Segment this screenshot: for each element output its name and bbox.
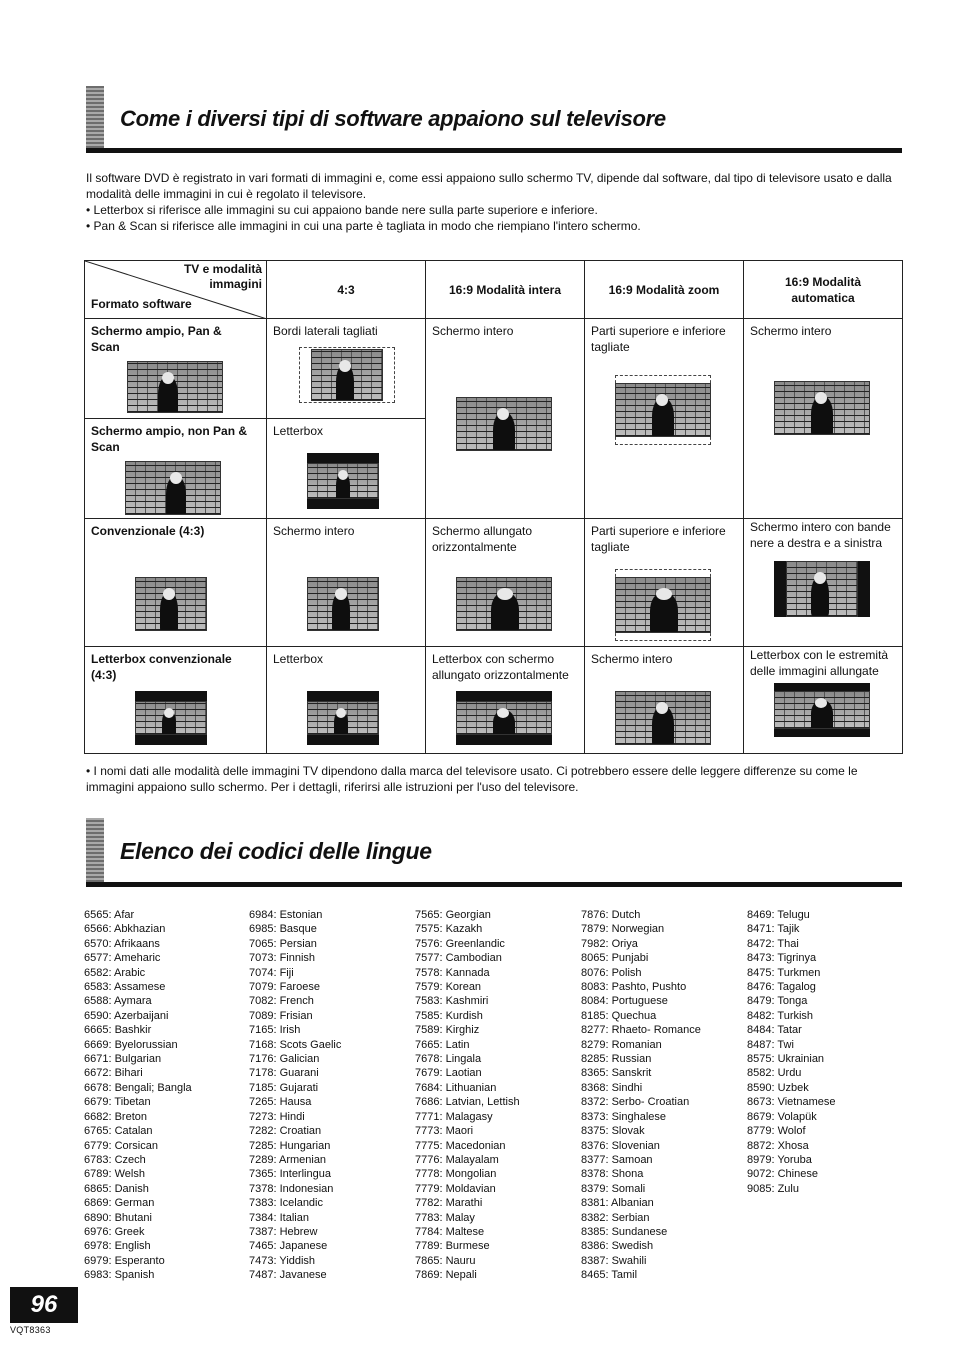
language-code-entry: 8083: Pashto, Pushto [581,981,687,994]
language-code-entry: 6582: Arabic [84,966,146,979]
section-header-software [86,86,902,156]
table-footnote: • I nomi dati alle modalità delle immagini TV dipendono dalla marca del televisore usato. Ci potrebbero essere delle leggere differenze su come le immagini appaiono sullo schermo. Per i dettagli, riferirsi alle istruzioni per l'uso del televisore. [86,764,858,794]
row-header-conventional-letterbox: Letterbox convenzionale (4:3) [85,647,267,754]
language-code-entry: 7686: Latvian, Lettish [415,1096,520,1109]
language-code-entry: 6672: Bihari [84,1067,143,1080]
language-code-entry: 8382: Serbian [581,1211,650,1224]
language-code-entry: 7982: Oriya [581,937,638,950]
language-code-entry: 7879: Norwegian [581,923,665,936]
intro-text [86,170,902,234]
language-code-entry: 8084: Portuguese [581,995,668,1008]
language-code-entry: 6570: Afrikaans [84,937,160,950]
language-code-entry: 6983: Spanish [84,1269,155,1282]
image-thumbnail [125,461,221,515]
column-header-full: 16:9 Modalità intera [426,261,585,319]
language-code-entry: 7589: Kirghiz [415,1024,480,1037]
language-code-entry: 7577: Cambodian [415,952,502,965]
section-title-software: Come i diversi tipi di software appaiono sul televisore [120,106,666,131]
language-code-entry: 8379: Somali [581,1182,646,1195]
language-code-entry: 7289: Armenian [249,1153,327,1166]
format-table [84,260,903,754]
language-code-entry: 6665: Bashkir [84,1024,152,1037]
image-thumbnail [615,577,711,633]
language-code-entry: 7776: Malayalam [415,1153,499,1166]
language-code-entry: 7487: Javanese [249,1269,327,1282]
image-thumbnail [774,381,870,435]
language-code-entry: 8065: Punjabi [581,952,649,965]
image-thumbnail [311,349,383,401]
language-code-entry: 6583: Assamese [84,981,166,994]
language-code-entry: 8484: Tatar [747,1024,802,1037]
language-code-entry: 8872: Xhosa [747,1139,809,1152]
language-code-entry: 7778: Mongolian [415,1168,497,1181]
language-code-entry: 7576: Greenlandic [415,937,505,950]
language-code-entry: 8387: Swahili [581,1254,647,1267]
language-code-entry: 8381: Albanian [581,1197,654,1210]
language-code-entry: 6979: Esperanto [84,1254,165,1267]
language-code-entry: 7771: Malagasy [415,1110,493,1123]
language-code-entry: 6671: Bulgarian [84,1053,162,1066]
image-thumbnail [307,463,379,499]
language-code-entry: 8373: Singhalese [581,1110,667,1123]
language-code-entry: 8779: Wolof [747,1125,806,1138]
language-code-entry: 8679: Volapük [747,1110,817,1123]
language-code-entry: 8487: Twi [747,1038,794,1051]
language-code-entry: 8277: Rhaeto- Romance [581,1024,701,1037]
document-code: VQT8363 [10,1325,51,1335]
language-code-entry: 8482: Turkish [747,1009,814,1022]
language-code-entry: 7578: Kannada [415,966,490,979]
language-code-entry: 7473: Yiddish [249,1254,316,1267]
column-header-zoom: 16:9 Modalità zoom [585,261,744,319]
language-code-entry: 8368: Sindhi [581,1081,643,1094]
language-code-entry: 6865: Danish [84,1182,149,1195]
language-code-entry: 7865: Nauru [415,1254,476,1267]
language-code-entry: 6682: Breton [84,1110,147,1123]
language-code-entry: 8469: Telugu [747,909,810,921]
row-header-conventional: Convenzionale (4:3) [85,519,267,647]
language-code-entry: 7869: Nepali [415,1269,477,1282]
cell-wide-auto: Schermo intero [744,319,903,519]
intro-paragraph: Il software DVD è registrato in vari formati di immagini e, come essi appaiono sullo schermo TV, dipende dal software, dal tipo di televisore usato e dalla modalità delle immagini in cui è regolato il televisore. [86,171,892,201]
language-code-entry: 6679: Tibetan [84,1096,151,1109]
language-code-entry: 8476: Tagalog [747,981,816,994]
language-code-entry: 6890: Bhutani [84,1211,152,1224]
language-code-entry: 8365: Sanskrit [581,1067,652,1080]
image-thumbnail [456,397,552,451]
page-number: 96 [10,1287,78,1323]
section-title-language-codes: Elenco dei codici delle lingue [120,838,432,864]
language-code-entry: 6678: Bengali; Bangla [84,1081,192,1094]
section-header-rule [86,882,902,887]
cell-wide-nonpanscan-43: Letterbox [267,419,426,519]
language-code-entry: 8473: Tigrinya [747,952,817,965]
language-code-entry: 8375: Slovak [581,1125,645,1138]
language-code-entry: 7378: Indonesian [249,1182,334,1195]
image-thumbnail [615,383,711,437]
language-code-entry: 6577: Ameharic [84,952,161,965]
language-code-entry: 8465: Tamil [581,1269,638,1282]
column-header-auto: 16:9 Modalità automatica [744,261,903,319]
cell-wide-zoom: Parti superiore e inferiore tagliate [585,319,744,519]
language-code-entry: 7678: Lingala [415,1053,482,1066]
language-code-entry: 6669: Byelorussian [84,1038,178,1051]
language-code-entry: 8076: Polish [581,966,642,979]
language-code-entry: 8575: Ukrainian [747,1053,825,1066]
language-code-entry: 7383: Icelandic [249,1197,323,1210]
language-code-entry: 8385: Sundanese [581,1225,668,1238]
corner-software-format-label: Formato software [91,297,192,311]
language-code-entry: 6978: English [84,1240,151,1253]
cell-conventional-43: Schermo intero [267,519,426,647]
language-code-entry: 8471: Tajik [747,923,800,936]
language-code-entry: 7384: Italian [249,1211,309,1224]
language-code-entry: 7789: Burmese [415,1240,490,1253]
cell-conventional-full: Schermo allungato orizzontalmente [426,519,585,647]
language-code-entry: 7565: Georgian [415,909,491,921]
language-code-entry: 7176: Galician [249,1053,320,1066]
language-code-entry: 7775: Macedonian [415,1139,506,1152]
cell-conventional-letterbox-auto: Letterbox con le estremità delle immagini allungate [744,647,903,754]
section-header-bar [86,818,104,886]
intro-bullet-letterbox: • Letterbox si riferisce alle immagini su cui appaiono bande nere sulla parte superiore e inferiore. [86,203,598,217]
language-code-entry: 7089: Frisian [249,1009,313,1022]
language-code-entry: 7387: Hebrew [249,1225,318,1238]
language-code-entry: 6869: German [84,1197,155,1210]
language-code-entry: 8673: Vietnamese [747,1096,836,1109]
row-header-wide-panscan: Schermo ampio, Pan & Scan [85,319,267,419]
language-code-entry: 7783: Malay [415,1211,475,1224]
language-code-entry: 7282: Croatian [249,1125,322,1138]
image-thumbnail [307,701,379,735]
cell-conventional-letterbox-43: Letterbox [267,647,426,754]
language-code-entry: 8386: Swedish [581,1240,654,1253]
cell-conventional-auto: Schermo intero con bande nere a destra e a sinistra [744,519,903,647]
language-code-entry: 8979: Yoruba [747,1153,812,1166]
language-code-entry: 8582: Urdu [747,1067,802,1080]
language-code-entry: 7583: Kashmiri [415,995,489,1008]
language-code-entry: 7575: Kazakh [415,923,483,936]
language-code-entry: 6765: Catalan [84,1125,153,1138]
corner-tv-mode-label: TV e modalità immagini [183,262,262,291]
language-code-entry: 6789: Welsh [84,1168,145,1181]
image-thumbnail [615,691,711,745]
language-code-entry: 7073: Finnish [249,952,316,965]
image-thumbnail [127,361,223,413]
language-codes-column-2 [249,908,341,1283]
language-code-entry: 7779: Moldavian [415,1182,496,1195]
language-code-entry: 6779: Corsican [84,1139,158,1152]
language-code-entry: 7365: Interlingua [249,1168,331,1181]
language-code-entry: 8475: Turkmen [747,966,821,979]
language-code-entry: 7585: Kurdish [415,1009,483,1022]
language-code-entry: 8376: Slovenian [581,1139,660,1152]
language-code-entry: 7876: Dutch [581,909,641,921]
section-header-rule [86,148,902,153]
language-code-entry: 8279: Romanian [581,1038,662,1051]
language-code-entry: 8185: Quechua [581,1009,657,1022]
language-code-entry: 7465: Japanese [249,1240,328,1253]
image-thumbnail [786,561,858,617]
language-code-entry: 8472: Thai [747,937,799,950]
table-corner-header [85,261,267,319]
language-code-entry: 8590: Uzbek [747,1081,809,1094]
section-header-bar [86,86,104,152]
row-header-wide-nonpanscan: Schermo ampio, non Pan & Scan [85,419,267,519]
language-code-entry: 7665: Latin [415,1038,470,1051]
language-codes-column-4 [581,908,701,1283]
language-code-entry: 7168: Scots Gaelic [249,1038,342,1051]
language-code-entry: 7285: Hungarian [249,1139,331,1152]
language-code-entry: 6590: Azerbaijani [84,1009,169,1022]
cell-wide-panscan-43: Bordi laterali tagliati [267,319,426,419]
language-code-entry: 6985: Basque [249,923,317,936]
language-code-entry: 6984: Estonian [249,909,323,921]
column-header-43: 4:3 [267,261,426,319]
image-thumbnail [774,691,870,729]
language-code-entry: 7679: Laotian [415,1067,482,1080]
image-thumbnail [456,577,552,631]
language-code-entry: 7684: Lithuanian [415,1081,497,1094]
language-code-entry: 7082: French [249,995,314,1008]
cell-conventional-letterbox-full: Letterbox con schermo allungato orizzontalmente [426,647,585,754]
language-code-entry: 8285: Russian [581,1053,652,1066]
image-thumbnail [456,701,552,735]
language-code-entry: 7178: Guarani [249,1067,319,1080]
language-codes-column-5 [747,908,835,1196]
language-code-entry: 7784: Maltese [415,1225,485,1238]
language-code-entry: 6566: Abkhazian [84,923,166,936]
language-codes-column-3 [415,908,520,1283]
language-code-entry: 7579: Korean [415,981,482,994]
language-code-entry: 7185: Gujarati [249,1081,319,1094]
language-code-entry: 7265: Hausa [249,1096,312,1109]
cell-wide-full: Schermo intero [426,319,585,519]
language-code-entry: 6783: Czech [84,1153,146,1166]
image-thumbnail [135,701,207,735]
language-code-entry: 6588: Aymara [84,995,152,1008]
language-code-entry: 8372: Serbo- Croatian [581,1096,690,1109]
language-code-entry: 7773: Maori [415,1125,474,1138]
language-code-entry: 9072: Chinese [747,1168,818,1181]
image-thumbnail [307,577,379,631]
cell-conventional-letterbox-zoom: Schermo intero [585,647,744,754]
language-code-entry: 6565: Afar [84,909,135,921]
language-code-entry: 6976: Greek [84,1225,145,1238]
language-code-entry: 7273: Hindi [249,1110,305,1123]
language-code-entry: 8378: Shona [581,1168,644,1181]
language-code-entry: 8479: Tonga [747,995,808,1008]
language-code-entry: 7074: Fiji [249,966,294,979]
section-header-language-codes [86,818,902,890]
language-codes-column-1 [84,908,192,1283]
language-code-entry: 7165: Irish [249,1024,301,1037]
language-code-entry: 8377: Samoan [581,1153,653,1166]
language-code-entry: 7782: Marathi [415,1197,483,1210]
language-code-entry: 9085: Zulu [747,1182,799,1195]
image-thumbnail [135,577,207,631]
cell-conventional-zoom: Parti superiore e inferiore tagliate [585,519,744,647]
intro-bullet-panscan: • Pan & Scan si riferisce alle immagini in cui una parte è tagliata in modo che riempiano l'intero schermo. [86,219,641,233]
language-code-entry: 7065: Persian [249,937,317,950]
language-code-entry: 7079: Faroese [249,981,320,994]
